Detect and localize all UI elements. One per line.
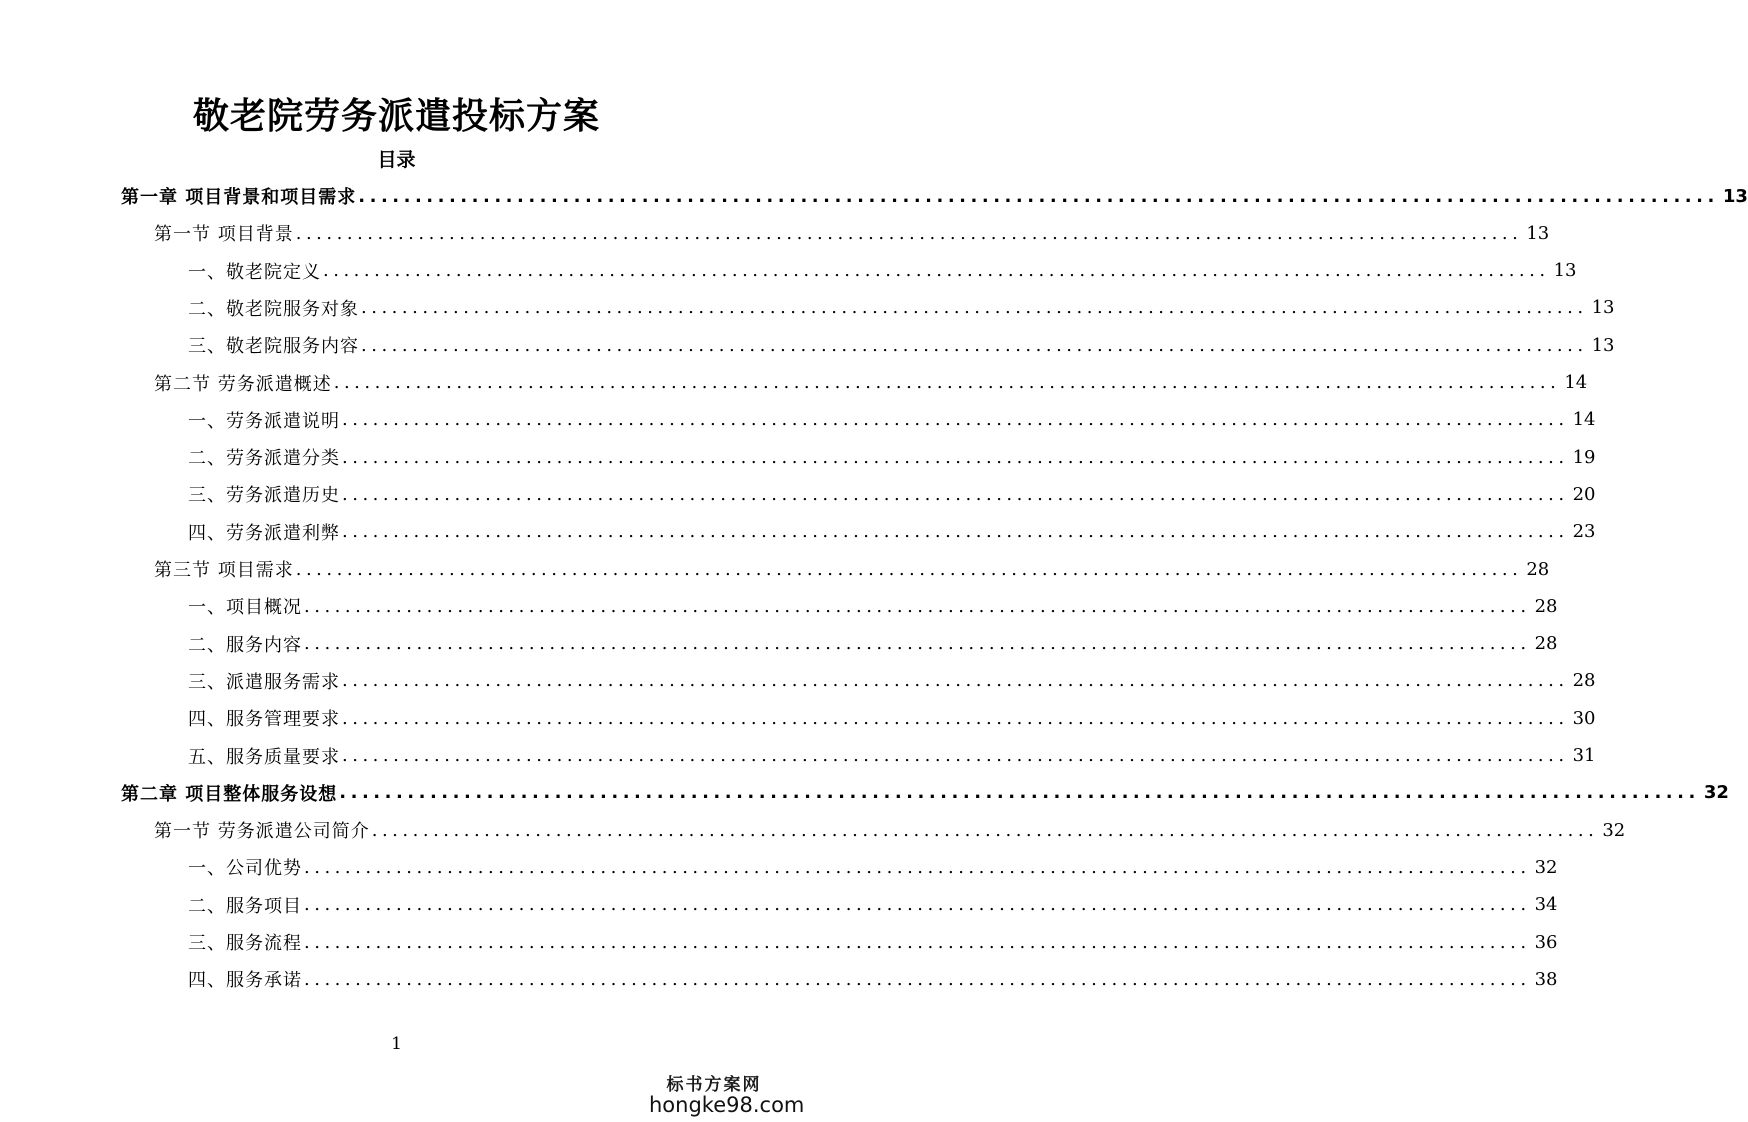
toc-entry-label: 三、敬老院服务内容 [188, 336, 359, 358]
toc-entry-page: 36 [1534, 931, 1558, 953]
toc-entry-label: 四、服务承诺 [188, 970, 302, 992]
toc-dot-leader: ........................................................................................................................ [361, 297, 1588, 319]
toc-entry[interactable] [188, 890, 1558, 920]
toc-entry-label: 第三节 项目需求 [154, 560, 294, 581]
toc-entry[interactable] [188, 666, 1596, 696]
toc-entry-label: 一、劳务派遣说明 [188, 410, 340, 432]
toc-dot-leader: ........................................................................................................................ [304, 595, 1531, 617]
toc-entry-label: 第二节 劳务派遣概述 [154, 373, 332, 395]
toc-entry-label: 第一节 项目背景 [154, 224, 294, 246]
toc-entry-page: 13 [1591, 297, 1615, 319]
toc-dot-leader: ........................................................................................................................ [361, 334, 1588, 356]
toc-dot-leader: ........................................................................................................................ [323, 260, 1550, 282]
toc-entry-label: 三、派遣服务需求 [188, 671, 340, 693]
toc-entry[interactable] [154, 368, 1588, 398]
toc-dot-leader: ........................................................................................................................ [342, 707, 1569, 729]
toc-entry[interactable] [188, 256, 1577, 286]
toc-entry[interactable] [154, 554, 1550, 584]
toc-entry-label: 二、服务项目 [188, 895, 302, 917]
toc-entry-page: 14 [1572, 409, 1596, 431]
toc-entry-label: 四、劳务派遣利弊 [188, 522, 340, 544]
toc-entry-page: 13 [1722, 185, 1748, 207]
toc-entry[interactable] [121, 181, 1748, 211]
watermark-logo [649, 1070, 805, 1117]
toc-entry-label: 第一节 劳务派遣公司简介 [154, 821, 370, 843]
toc-entry[interactable] [154, 815, 1626, 845]
document-title: 敬老院劳务派遣投标方案 [192, 96, 600, 137]
toc-entry[interactable] [188, 517, 1596, 547]
toc-entry-label: 三、服务流程 [188, 933, 302, 954]
toc-entry[interactable] [154, 218, 1550, 248]
toc-entry-label: 二、劳务派遣分类 [188, 448, 340, 470]
toc-entry-label: 二、服务内容 [188, 634, 302, 656]
toc-dot-leader: ........................................................................................................................ [304, 931, 1531, 953]
toc-dot-leader: ........................................................................................................................ [342, 483, 1569, 505]
toc-dot-leader: ........................................................................................................................ [304, 856, 1531, 878]
toc-dot-leader: ........................................................................................................................ [342, 409, 1569, 431]
toc-entry-label: 第二章 项目整体服务设想 [121, 783, 338, 805]
toc-entry-page: 20 [1572, 483, 1596, 505]
toc-dot-leader: ........................................................................................................................ [304, 894, 1531, 916]
toc-entry[interactable] [188, 964, 1558, 994]
toc-entry-page: 38 [1534, 968, 1558, 990]
toc-entry-page: 23 [1572, 521, 1596, 543]
toc-entry-page: 28 [1534, 595, 1558, 617]
toc-entry-page: 32 [1703, 782, 1729, 804]
toc-dot-leader: ........................................................................................................................ [342, 670, 1569, 692]
toc-entry-page: 14 [1564, 372, 1588, 393]
toc-entry-label: 五、服务质量要求 [188, 746, 340, 768]
toc-entry-label: 四、服务管理要求 [188, 709, 340, 731]
toc-dot-leader: ........................................................................................................................ [342, 745, 1569, 766]
toc-entry[interactable] [188, 703, 1596, 733]
toc-dot-leader: ........................................................................................................................ [358, 185, 1719, 207]
toc-entry[interactable] [188, 629, 1558, 659]
toc-entry[interactable] [188, 927, 1558, 957]
toc-entry-page: 34 [1534, 894, 1558, 916]
toc-entry[interactable] [188, 330, 1615, 360]
toc-entry[interactable] [188, 442, 1596, 472]
toc-heading: 目录 [377, 149, 416, 171]
toc-entry[interactable] [188, 479, 1596, 509]
watermark-site-name: 标书方案网 [666, 1075, 762, 1095]
toc-entry-page: 19 [1572, 446, 1596, 468]
toc-entry-label: 一、敬老院定义 [188, 261, 321, 283]
toc-dot-leader: ........................................................................................................................ [304, 633, 1531, 655]
toc-entry-page: 32 [1602, 819, 1626, 841]
toc-entry-page: 28 [1572, 670, 1596, 692]
toc-entry[interactable] [188, 741, 1596, 771]
toc-entry[interactable] [188, 405, 1596, 435]
toc-dot-leader: ........................................................................................................................ [339, 782, 1700, 804]
toc-entry-page: 30 [1572, 707, 1596, 729]
toc-dot-leader: ........................................................................................................................ [295, 558, 1523, 580]
watermark-domain: hongke98.com [649, 1093, 805, 1117]
toc-dot-leader: ........................................................................................................................ [371, 819, 1599, 841]
toc-dot-leader: ........................................................................................................................ [342, 446, 1569, 468]
toc-entry-label: 一、项目概况 [188, 597, 302, 619]
toc-dot-leader: ........................................................................................................................ [333, 372, 1561, 393]
toc-dot-leader: ........................................................................................................................ [295, 222, 1523, 244]
toc-entry-label: 一、公司优势 [188, 858, 302, 880]
toc-entry[interactable] [121, 778, 1729, 808]
toc-entry-label: 第一章 项目背景和项目需求 [121, 187, 357, 208]
toc-entry-page: 32 [1534, 856, 1558, 878]
toc-entry-page: 13 [1591, 334, 1615, 356]
toc-entry[interactable] [188, 852, 1558, 882]
toc-entry-page: 28 [1526, 558, 1550, 580]
toc-entry-label: 三、劳务派遣历史 [188, 485, 340, 507]
toc-entry[interactable] [188, 591, 1558, 621]
toc-entry-label: 二、敬老院服务对象 [188, 298, 359, 320]
toc-entry[interactable] [188, 293, 1615, 323]
page-number: 1 [391, 1034, 402, 1054]
toc-entry-page: 13 [1526, 222, 1550, 244]
toc-dot-leader: ........................................................................................................................ [304, 968, 1531, 990]
toc-entry-page: 13 [1553, 260, 1577, 282]
toc-dot-leader: ........................................................................................................................ [342, 521, 1569, 543]
toc-entry-page: 31 [1572, 745, 1596, 766]
toc-entry-page: 28 [1534, 633, 1558, 655]
